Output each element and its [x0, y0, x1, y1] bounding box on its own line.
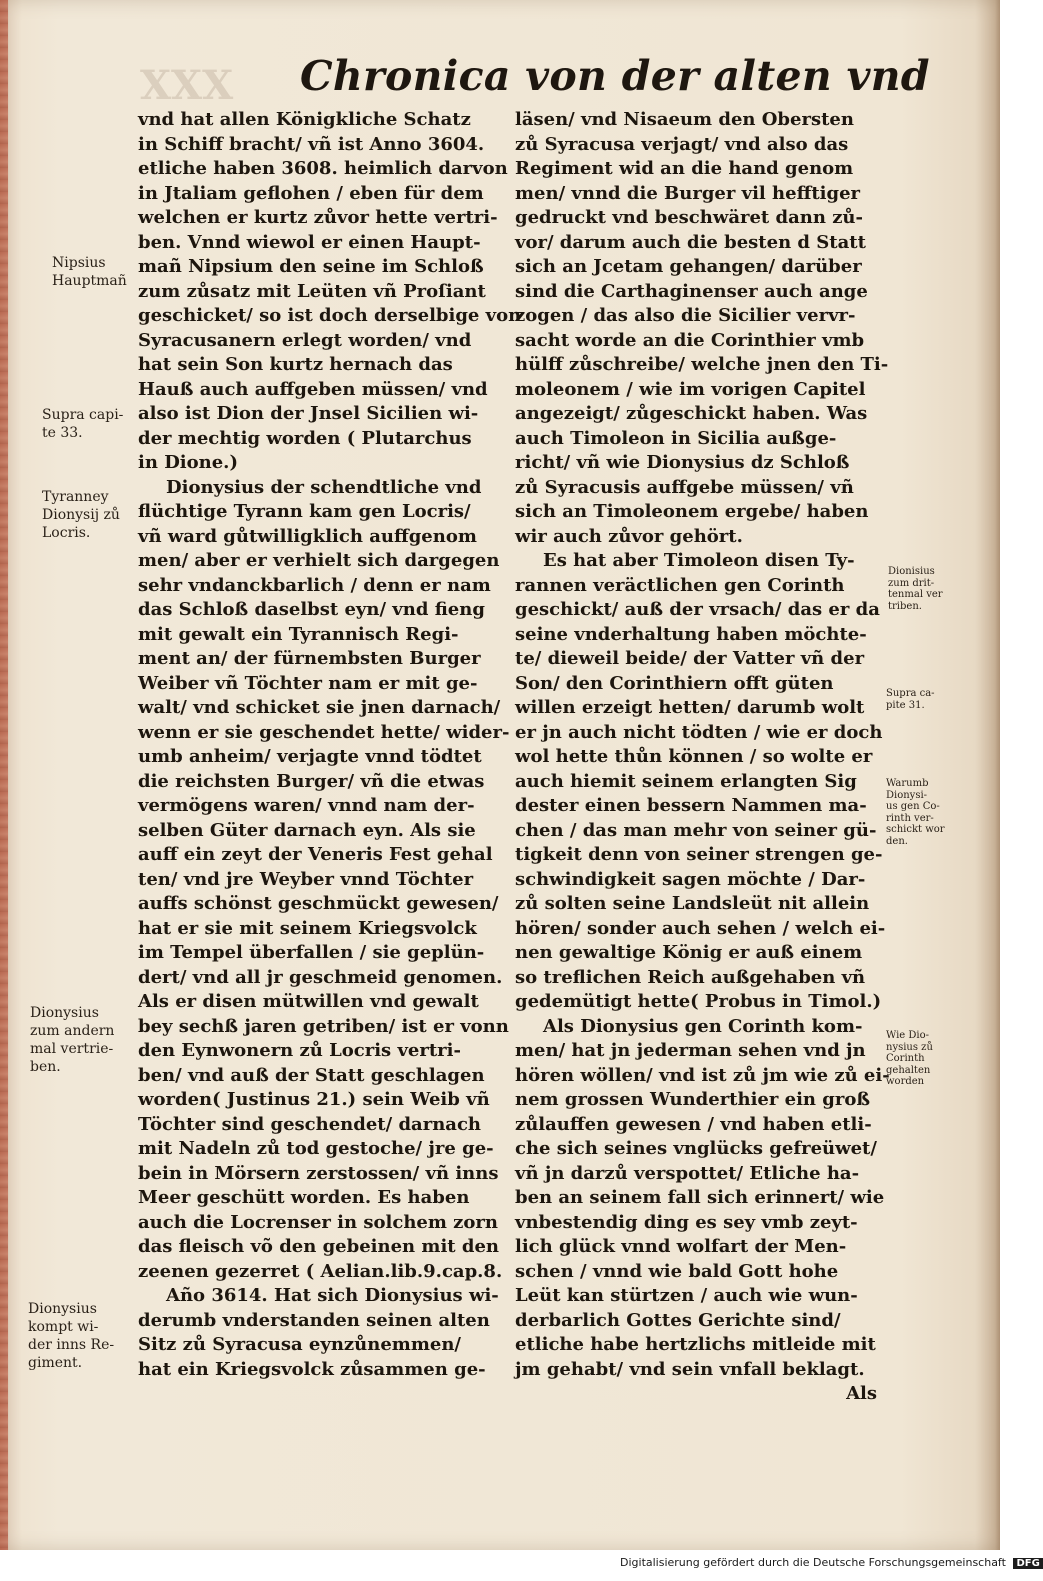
- text-line: geschicket/ so ist doch derselbige von: [138, 305, 522, 326]
- text-line: Meer geschütt worden. Es haben: [138, 1187, 470, 1208]
- text-column-left: [138, 108, 522, 1382]
- margin-note-left-5: [28, 1300, 114, 1372]
- margin-note-line: kompt wi-: [28, 1319, 99, 1335]
- text-line: Hauß auch auffgeben müssen/ vnd: [138, 378, 488, 400]
- text-line: derbarlich Gottes Gerichte sind/: [515, 1309, 841, 1331]
- text-line: bey sechß jaren getriben/ ist er vonn: [138, 1015, 509, 1037]
- text-line: er jn auch nicht tödten / wie er doch: [515, 721, 883, 743]
- text-line: dester einen bessern Nammen ma-: [515, 795, 867, 816]
- text-line: tigkeit denn von seiner strengen ge-: [515, 844, 883, 865]
- text-line: Son/ den Corinthiern offt güten: [515, 672, 834, 694]
- text-line: ben. Vnnd wiewol er einen Haupt-: [138, 231, 481, 253]
- text-line: welchen er kurtz zůvor hette vertri-: [138, 207, 498, 228]
- text-line: in Dione.): [138, 452, 238, 473]
- text-line: läsen/ vnd Nisaeum den Obersten: [515, 109, 854, 130]
- margin-note-line: Nipsius: [52, 255, 106, 271]
- text-line: Syracusanern erlegt worden/ vnd: [138, 329, 472, 351]
- text-line: ben/ vnd auß der Statt geschlagen: [138, 1064, 485, 1086]
- text-line: sehr vndanckbarlich / denn er nam: [138, 574, 491, 596]
- text-line: jm gehabt/ vnd sein vnfall beklagt.: [515, 1358, 865, 1380]
- footer-credit: [620, 1556, 1040, 1574]
- margin-note-line: nysius zů: [886, 1041, 933, 1053]
- running-head: Chronica von der alten vnd: [300, 52, 930, 100]
- margin-note-line: Dionisius: [888, 566, 935, 577]
- text-line: vnd hat allen Königkliche Schatz: [138, 109, 471, 130]
- text-line: Als er disen mütwillen vnd gewalt: [138, 991, 479, 1012]
- margin-note-line: Hauptmañ: [52, 273, 127, 289]
- text-line: Regiment wid an die hand genom: [515, 158, 854, 179]
- margin-note-right-1: [888, 566, 943, 612]
- text-line: mit gewalt ein Tyrannisch Regi-: [138, 623, 459, 645]
- margin-note-left-3: [42, 488, 120, 542]
- margin-note-line: rinth ver-: [886, 812, 934, 824]
- text-line: etliche haben 3608. heimlich darvon: [138, 158, 508, 179]
- margin-note-line: Dionysij zů: [42, 507, 120, 523]
- text-line: hat sein Son kurtz hernach das: [138, 354, 453, 375]
- text-line: willen erzeigt hetten/ darumb wolt: [515, 697, 865, 718]
- text-line: Año 3614. Hat sich Dionysius wi-: [166, 1285, 499, 1306]
- margin-note-line: schickt wor: [886, 824, 945, 835]
- text-line: das Schloß daselbst eyn/ vnd fieng: [138, 599, 485, 620]
- text-line: richt/ vñ wie Dionysius dz Schloß: [515, 452, 850, 473]
- margin-note-line: Corinth: [886, 1053, 925, 1064]
- text-line: Weiber vñ Töchter nam er mit ge-: [138, 672, 478, 694]
- text-line: zogen / das also die Sicilier vervr-: [515, 305, 856, 326]
- text-line: Es hat aber Timoleon disen Ty-: [543, 550, 855, 571]
- text-line: bein in Mörsern zerstossen/ vñ inns: [138, 1162, 499, 1184]
- text-line: zum zůsatz mit Leüten vñ Proſiant: [138, 280, 486, 302]
- margin-note-line: mal vertrie-: [30, 1041, 114, 1057]
- text-line: flüchtige Tyrann kam gen Locris/: [138, 501, 471, 522]
- margin-note-line: Dionysi-: [886, 789, 928, 801]
- margin-note-left-1: [52, 254, 127, 290]
- text-line: wenn er sie geschendet hette/ wider-: [138, 721, 510, 743]
- text-line: Als Dionysius gen Corinth kom-: [543, 1015, 863, 1037]
- text-line: die reichsten Burger/ vñ die etwas: [138, 770, 485, 792]
- text-line: moleonem / wie im vorigen Capitel: [515, 378, 866, 400]
- text-line: auff ein zeyt der Veneris Fest gehal: [138, 844, 493, 865]
- text-line: nem grossen Wunderthier ein groß: [515, 1089, 871, 1110]
- margin-note-right-3: [886, 778, 945, 847]
- text-line: schen / vnnd wie bald Gott hohe: [515, 1260, 839, 1282]
- margin-note-line: pite 31.: [886, 699, 925, 711]
- margin-note-line: us gen Co-: [886, 801, 940, 812]
- text-line: angezeigt/ zůgeschickt haben. Was: [515, 403, 868, 424]
- margin-note-line: worden: [886, 1076, 925, 1087]
- text-line: sind die Carthaginenser auch ange: [515, 280, 868, 302]
- text-line: der mechtig worden ( Plutarchus: [138, 427, 472, 449]
- margin-note-line: Supra capi-: [42, 407, 124, 423]
- text-line: vñ jn darzů verspottet/ Etliche ha-: [515, 1162, 860, 1184]
- text-column-right: [515, 108, 890, 1407]
- text-line: also ist Dion der Jnsel Sicilien wi-: [138, 403, 479, 424]
- margin-note-line: Warumb: [886, 778, 929, 789]
- bleed-through: XXX: [140, 62, 234, 109]
- text-line: etliche habe hertzlichs mitleide mit: [515, 1334, 876, 1355]
- text-line: gedemütigt hette( Probus in Timol.): [515, 991, 882, 1012]
- margin-note-left-2: [42, 406, 123, 442]
- text-line: zeenen gezerret ( Aelian.lib.9.cap.8.: [138, 1260, 503, 1282]
- text-line: hören/ sonder auch sehen / welch ei-: [515, 917, 886, 939]
- text-line: worden( Justinus 21.) sein Weib vñ: [138, 1089, 490, 1110]
- text-line: schwindigkeit sagen möchte / Dar-: [515, 868, 866, 890]
- text-line: te/ dieweil beide/ der Vatter vñ der: [515, 648, 865, 669]
- margin-note-right-2: [886, 688, 935, 711]
- text-line: mit Nadeln zů tod gestoche/ jre ge-: [138, 1138, 494, 1159]
- margin-note-line: Dionysius: [30, 1005, 99, 1021]
- text-line: ten/ vnd jre Weyber vnnd Töchter: [138, 868, 474, 890]
- text-line: hat er sie mit seinem Kriegsvolck: [138, 917, 477, 939]
- text-line: hat ein Kriegsvolck zůsammen ge-: [138, 1358, 486, 1380]
- text-line: auch hiemit seinem erlangten Sig: [515, 770, 857, 792]
- text-line: in Jtaliam geflohen / eben für dem: [138, 182, 484, 204]
- margin-note-line: te 33.: [42, 425, 83, 441]
- text-line: Sitz zů Syracusa eynzůnemmen/: [138, 1334, 461, 1355]
- text-line: sich an Jcetam gehangen/ darüber: [515, 256, 862, 277]
- text-line: zůlauffen gewesen / vnd haben etli-: [515, 1113, 872, 1135]
- dfg-logo: DFG: [1013, 1558, 1042, 1569]
- text-line: vnbestendig ding es sey vmb zeyt-: [515, 1211, 858, 1233]
- margin-note-line: Wie Dio-: [886, 1030, 930, 1041]
- margin-note-line: ben.: [30, 1059, 61, 1075]
- text-line: vor/ darum auch die besten d Statt: [515, 231, 866, 253]
- text-line: sich an Timoleonem ergebe/ haben: [515, 501, 869, 522]
- margin-note-line: Locris.: [42, 525, 91, 541]
- text-line: men/ hat jn jederman sehen vnd jn: [515, 1040, 866, 1061]
- text-line: auch die Locrenser in solchem zorn: [138, 1211, 498, 1233]
- text-line: seine vnderhaltung haben möchte-: [515, 623, 867, 645]
- footer-text: Digitalisierung gefördert durch die Deutsche Forschungsgemeinschaft: [620, 1556, 1006, 1569]
- text-line: in Schiff bracht/ vñ ist Anno 3604.: [138, 133, 485, 155]
- text-line: lich glück vnnd wolfart der Men-: [515, 1236, 847, 1257]
- margin-note-line: gehalten: [886, 1064, 931, 1076]
- text-line: vermögens waren/ vnnd nam der-: [138, 795, 475, 816]
- margin-note-line: giment.: [28, 1355, 83, 1371]
- text-line: selben Güter darnach eyn. Als sie: [138, 819, 476, 841]
- text-line: im Tempel überfallen / sie geplün-: [138, 942, 485, 963]
- text-line: gedruckt vnd beschwäret dann zů-: [515, 207, 863, 228]
- catchword: Als: [846, 1383, 877, 1404]
- text-line: auch Timoleon in Sicilia außge-: [515, 427, 837, 449]
- text-line: sacht worde an die Corinthier vmb: [515, 329, 865, 351]
- margin-note-line: Tyranney: [42, 489, 109, 505]
- text-line: rannen veräctlichen gen Corinth: [515, 574, 845, 596]
- text-line: chen / das man mehr von seiner gü-: [515, 819, 877, 841]
- text-line: wir auch zůvor gehört.: [515, 525, 743, 547]
- text-line: hören wöllen/ vnd ist zů jm wie zů ei-: [515, 1064, 890, 1086]
- text-line: walt/ vnd schicket sie jnen darnach/: [138, 697, 501, 718]
- text-line: che sich seines vnglücks gefreüwet/: [515, 1138, 877, 1159]
- text-line: ment an/ der fürnembsten Burger: [138, 648, 481, 669]
- text-line: das fleisch võ den gebeinen mit den: [138, 1236, 499, 1257]
- text-line: men/ vnnd die Burger vil hefftiger: [515, 182, 861, 204]
- text-line: geschickt/ auß der vrsach/ das er da: [515, 599, 880, 620]
- text-line: nen gewaltige König er auß einem: [515, 942, 863, 963]
- text-line: wol hette thůn können / so wolte er: [515, 746, 873, 767]
- text-line: Leüt kan stürtzen / auch wie wun-: [515, 1285, 858, 1306]
- text-line: zů Syracusa verjagt/ vnd also das: [515, 133, 849, 155]
- text-line: mañ Nipsium den seine im Schloß: [138, 256, 484, 277]
- text-line: derumb vnderstanden seinen alten: [138, 1309, 490, 1331]
- margin-note-line: zum drit-: [888, 577, 935, 589]
- margin-note-line: tenmal ver: [888, 589, 943, 600]
- text-line: so treflichen Reich außgehaben vñ: [515, 966, 866, 988]
- margin-note-line: den.: [886, 835, 908, 847]
- margin-note-left-4: [30, 1004, 114, 1076]
- text-line: hülff zůschreibe/ welche jnen den Ti-: [515, 354, 889, 375]
- text-line: ben an seinem fall sich erinnert/ wie: [515, 1187, 885, 1208]
- page-edge: [0, 0, 8, 1550]
- text-line: vñ ward gůtwilligklich auffgenom: [138, 525, 477, 547]
- text-line: Töchter sind geschendet/ darnach: [138, 1113, 481, 1135]
- text-line: den Eynwonern zů Locris vertri-: [138, 1040, 461, 1061]
- text-line: men/ aber er verhielt sich dargegen: [138, 550, 500, 571]
- margin-note-line: Supra ca-: [886, 688, 935, 699]
- margin-note-line: triben.: [888, 600, 922, 612]
- margin-note-line: zum andern: [30, 1023, 115, 1039]
- text-line: zů solten seine Landsleüt nit allein: [515, 893, 870, 914]
- margin-note-line: Dionysius: [28, 1301, 97, 1317]
- text-line: Dionysius der schendtliche vnd: [166, 476, 482, 498]
- margin-note-right-4: [886, 1030, 933, 1088]
- margin-note-line: der inns Re-: [28, 1337, 115, 1353]
- text-line: auffs schönst geschmückt gewesen/: [138, 893, 499, 914]
- text-line: umb anheim/ verjagte vnnd tödtet: [138, 746, 482, 767]
- text-line: dert/ vnd all jr geschmeid genomen.: [138, 966, 503, 988]
- text-line: zů Syracusis auffgebe müssen/ vñ: [515, 476, 854, 498]
